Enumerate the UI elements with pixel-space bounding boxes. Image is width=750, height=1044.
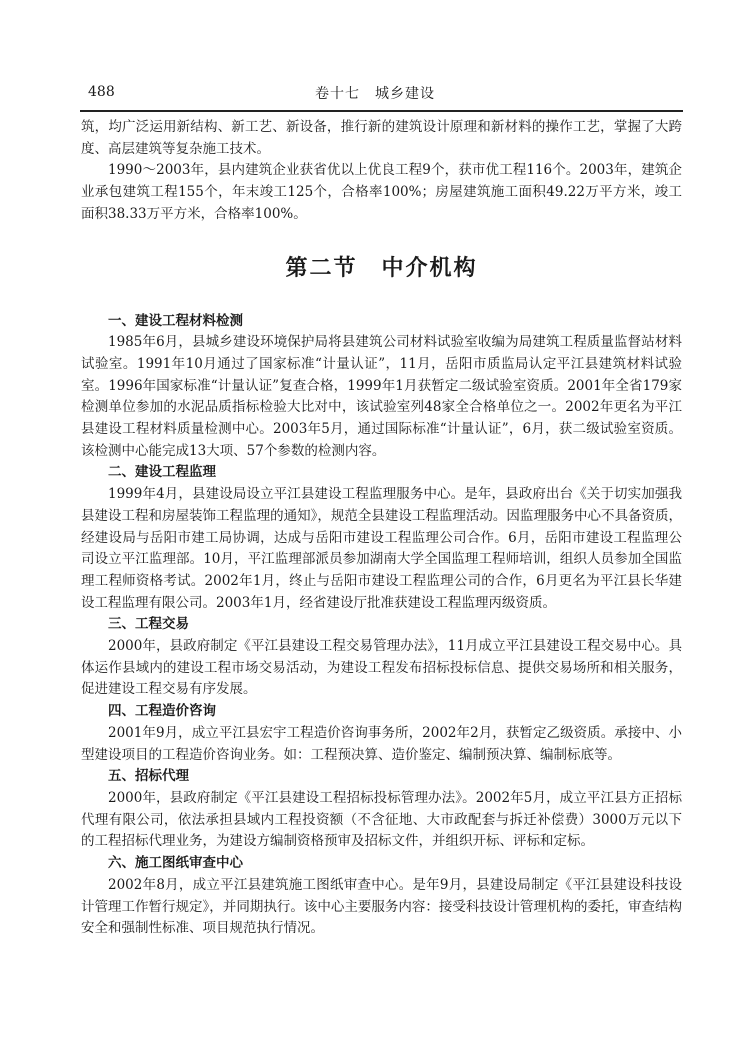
paragraph: 1999年4月，县建设局设立平江县建设工程监理服务中心。是年，县政府出台《关于切实加强我县建设工程和房屋装饰工程监理的通知》，规范全县建设工程监理活动。因监理服务中心不具备资质，经建设局与岳阳市建工局协调，达成与岳阳市建设工程监理公司合作。6月，岳阳市建设工程监理公司设立平江监理部。10月，平江监理部派员参加湖南大学全国监理工程师培训，组织人员参加全国监理工程师资格考试。2002年1月，终止与岳阳市建设工程监理公司的合作，6月更名为平江县长华建设工程监理有限公司。2003年1月，经省建设厅批准获建设工程监理丙级资质。 [81,486,682,611]
paragraph: 筑，均广泛运用新结构、新工艺、新设备，推行新的建筑设计原理和新材料的操作工艺，掌握了大跨度、高层建筑等复杂施工技术。 [81,119,682,157]
subsection-heading: 二、建设工程监理 [108,464,216,481]
subsection-heading: 一、建设工程材料检测 [108,312,243,329]
paragraph: 2001年9月，成立平江县宏宇工程造价咨询事务所，2002年2月，获暂定乙级资质。承接中、小型建设项目的工程造价咨询业务。如：工程预决算、造价鉴定、编制预决算、编制标底等。 [81,724,682,763]
subsection-heading: 三、工程交易 [108,616,189,633]
section-title: 第二节 中介机构 [285,255,478,281]
subsection-heading: 六、施工图纸审查中心 [108,855,243,872]
paragraph: 1990～2003年，县内建筑企业获省优以上优良工程9个，获市优工程116个。2003年，建筑企业承包建筑工程155个，年末竣工125个，合格率100%；房屋建筑施工面积49.22万平方米，竣工面积38.33万平方米，合格率100%。 [81,162,682,222]
running-title: 卷十七 城乡建设 [315,86,435,102]
paragraph: 2002年8月，成立平江县建筑施工图纸审查中心。是年9月，县建设局制定《平江县建设科技设计管理工作暂行规定》，并同期执行。该中心主要服务内容：接受科技设计管理机构的委托，审查结构安全和强制性标准、项目规范执行情况。 [81,876,682,937]
header-rule [80,110,683,112]
paragraph: 2000年，县政府制定《平江县建设工程交易管理办法》，11月成立平江县建设工程交易中心。具体运作县域内的建设工程市场交易活动，为建设工程发布招标投标信息、提供交易场所和相关服务，促进建设工程交易有序发展。 [81,638,682,698]
subsection-heading: 五、招标代理 [108,768,189,785]
paragraph: 1985年6月，县城乡建设环境保护局将县建筑公司材料试验室收编为局建筑工程质量监督站材料试验室。1991年10月通过了国家标准“计量认证”，11月，岳阳市质监局认定平江县建筑材料试验室。1996年国家标准“计量认证”复查合格，1999年1月获暂定二级试验室资质。2001年全省179家检测单位参加的水泥品质指标检验大比对中，该试验室列48家全合格单位之一。2002年更名为平江县建设工程材料质量检测中心。2003年5月，通过国际标准“计量认证”，6月，获二级试验室资质。该检测中心能完成13大项、57个参数的检测内容。 [81,334,682,459]
paragraph: 2000年，县政府制定《平江县建设工程招标投标管理办法》。2002年5月，成立平江县方正招标代理有限公司，依法承担县域内工程投资额（不含征地、大市政配套与拆迁补偿费）3000万元以下的工程招标代理业务，为建设方编制资格预审及招标文件，并组织开标、评标和定标。 [81,789,682,850]
page-body [81,117,682,940]
subsection-heading: 四、工程造价咨询 [108,703,216,720]
page-number: 488 [88,84,115,100]
